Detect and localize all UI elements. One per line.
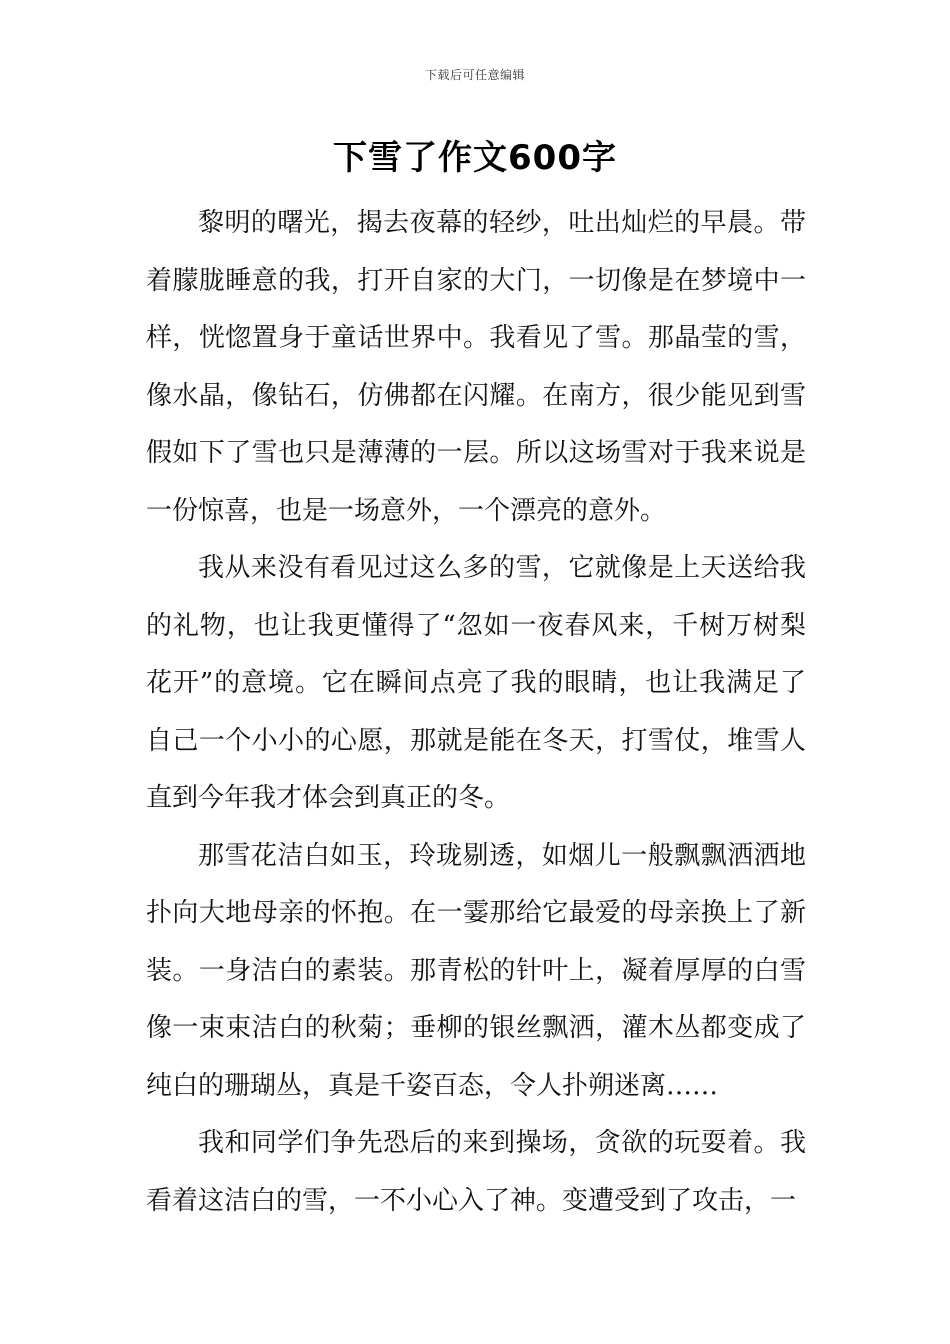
paragraph-1: 黎明的曙光，揭去夜幕的轻纱，吐出灿烂的早晨。带着朦胧睡意的我，打开自家的大门，一切像是在梦境中一样，恍惚置身于童话世界中。我看见了雪。那晶莹的雪，像水晶，像钻石，仿佛都在闪耀。在南方，很少能见到雪假如下了雪也只是薄薄的一层。所以这场雪对于我来说是一份惊喜，也是一场意外，一个漂亮的意外。 bbox=[146, 208, 806, 526]
page-title: 下雪了作文600字 bbox=[333, 138, 617, 178]
paragraph-2: 我从来没有看见过这么多的雪，它就像是上天送给我的礼物，也让我更懂得了“忽如一夜春风来，千树万树梨花开”的意境。它在瞬间点亮了我的眼睛，也让我满足了自己一个小小的心愿，那就是能在冬天，打雪仗，堆雪人直到今年我才体会到真正的冬。 bbox=[146, 553, 806, 813]
paragraph-3: 那雪花洁白如玉，玲珑剔透，如烟儿一般飘飘洒洒地扑向大地母亲的怀抱。在一霎那给它最爱的母亲换上了新装。一身洁白的素装。那青松的针叶上，凝着厚厚的白雪像一束束洁白的秋菊；垂柳的银丝飘洒，灌木丛都变成了纯白的珊瑚丛，真是千姿百态，令人扑朔迷离…… bbox=[146, 840, 806, 1101]
essay-body bbox=[146, 195, 806, 1230]
header-note: 下载后可任意编辑 bbox=[424, 68, 525, 82]
paragraph-4: 我和同学们争先恐后的来到操场，贪欲的玩耍着。我看着这洁白的雪，一不小心入了神。变遭受到了攻击，一 bbox=[146, 1128, 806, 1216]
